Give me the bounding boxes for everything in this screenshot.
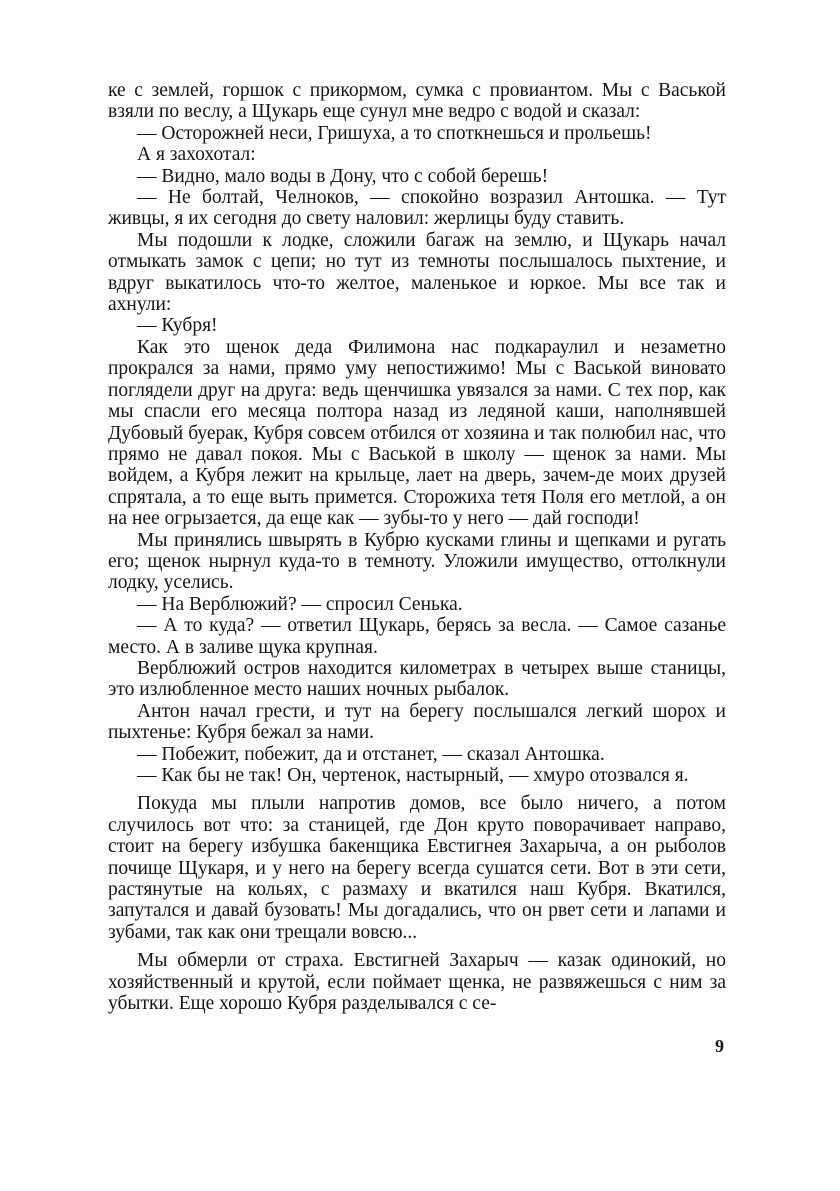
paragraph: — А то куда? — ответил Щукарь, берясь за весла. — Самое сазанье место. А в заливе щука крупная.	[108, 615, 726, 658]
paragraph: Мы обмерли от страха. Евстигней Захарыч — казак одинокий, но хозяйственный и крутой, если поймает щенка, не развяжешься с ним за убытки. Еще хорошо Кубря разделывался с се-	[108, 950, 726, 1015]
paragraph: — Осторожней неси, Гришуха, а то споткнешься и прольешь!	[137, 122, 652, 144]
page-number: 9	[715, 1036, 724, 1056]
body-text	[108, 80, 726, 1014]
paragraph: Антон начал грести, и тут на берегу послышался легкий шорох и пыхтенье: Кубря бежал за нами.	[108, 700, 726, 744]
paragraph: — На Верблюжий? — спросил Сенька.	[137, 593, 463, 615]
paragraph: — Не болтай, Челноков, — спокойно возразил Антошка. — Тут живцы, я их сегодня до свету наловил: жерлицы буду ставить.	[108, 187, 726, 230]
paragraph: — Как бы не так! Он, чертенок, настырный, — хмуро отозвался я.	[137, 765, 689, 786]
paragraph: Покуда мы плыли напротив домов, все было ничего, а потом случилось вот что: за станицей, где Дон круто поворачивает направо, стоит на берегу избушка бакенщика Евстигнея Захарыча, а он рыболов почище Щукаря, и у него на берегу всегда сушатся сети. Вот в эти сети, растянутые на кольях, с размаху и вкатился наш Кубря. Вкатился, запутался и давай бузовать! Мы догадались, что он рвет сети и лапами и зубами, так как они трещали вовсю...	[108, 793, 726, 943]
paragraph: ке с землей, горшок с прикормом, сумка с провиантом. Мы с Васькой взяли по веслу, а Щукарь еще сунул мне ведро с водой и сказал:	[108, 80, 726, 123]
paragraph: Как это щенок деда Филимона нас подкараулил и незаметно прокрался за нами, прямо уму непостижимо! Мы с Васькой виновато поглядели друг на друга: ведь щенчишка увязался за нами. С тех пор, как мы спасли его месяца полтора назад из ледяной каши, наполнявшей Дубовый буерак, Кубря совсем отбился от хозяина и так полюбил нас, что прямо не давал покоя. Мы с Васькой в школу — щенок за нами. Мы войдем, а Кубря лежит на крыльце, лает на дверь, зачем-де моих друзей спрятала, а то еще выть примется. Сторожиха тетя Поля его метлой, а он на нее огрызается, да еще как — зубы-то у него — дай господи!	[108, 336, 726, 530]
paragraph: Верблюжий остров находится километрах в четырех выше станицы, это излюбленное место наших ночных рыбалок.	[108, 657, 726, 701]
paragraph: — Видно, мало воды в Дону, что с собой берешь!	[137, 165, 549, 187]
paragraph: Мы подошли к лодке, сложили багаж на землю, и Щукарь начал отмыкать замок с цепи; но тут из темноты послышалось пыхтение, и вдруг выкатилось что-то желтое, маленькое и юркое. Мы все так и ахнули:	[108, 229, 726, 316]
paragraph: — Побежит, побежит, да и отстанет, — сказал Антошка.	[137, 743, 605, 765]
paragraph: Мы принялись швырять в Кубрю кусками глины и щепками и ругать его; щенок нырнул куда-то в темноту. Уложили имущество, оттолкнули лодку, уселись.	[108, 529, 726, 594]
paragraph: А я захохотал:	[137, 144, 256, 166]
paragraph: — Кубря!	[137, 315, 218, 337]
